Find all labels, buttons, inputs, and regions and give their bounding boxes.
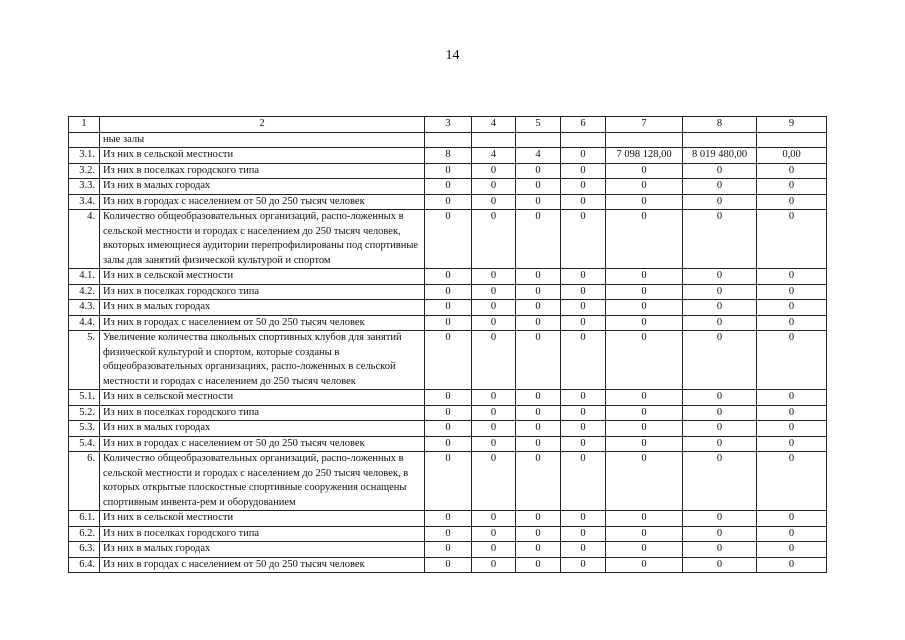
value-cell: 0 [757, 284, 827, 300]
value-cell: 0 [561, 526, 606, 542]
value-cell: 0 [561, 163, 606, 179]
value-cell: 0 [425, 436, 472, 452]
value-cell: 8 019 480,00 [683, 148, 757, 164]
value-cell: 0 [472, 511, 516, 527]
value-cell: 0 [683, 557, 757, 573]
table-row [69, 132, 827, 148]
value-cell: 0 [425, 315, 472, 331]
table-row [69, 511, 827, 527]
value-cell: 0 [683, 269, 757, 285]
value-cell: 0 [683, 179, 757, 195]
value-cell: 0 [425, 163, 472, 179]
value-cell: 0 [606, 315, 683, 331]
value-cell: 0 [757, 542, 827, 558]
row-number: 4.3. [69, 300, 100, 316]
row-number: 6.2. [69, 526, 100, 542]
value-cell: 0 [606, 269, 683, 285]
row-label: Из них в малых городах [100, 179, 425, 195]
row-label: Из них в поселках городского типа [100, 526, 425, 542]
value-cell [683, 132, 757, 148]
value-cell: 0 [472, 526, 516, 542]
value-cell: 0 [516, 526, 561, 542]
value-cell: 0 [683, 436, 757, 452]
value-cell: 0 [561, 210, 606, 269]
row-number: 6.4. [69, 557, 100, 573]
value-cell: 0 [561, 436, 606, 452]
value-cell: 0 [606, 300, 683, 316]
value-cell: 0 [425, 210, 472, 269]
row-number: 3.1. [69, 148, 100, 164]
value-cell: 0 [757, 511, 827, 527]
value-cell: 0 [683, 194, 757, 210]
row-label: Из них в поселках городского типа [100, 163, 425, 179]
column-header: 7 [606, 117, 683, 133]
value-cell: 0 [606, 452, 683, 511]
value-cell: 0 [516, 331, 561, 390]
value-cell: 0 [516, 421, 561, 437]
value-cell: 0 [683, 452, 757, 511]
value-cell: 0 [683, 331, 757, 390]
value-cell: 0 [683, 390, 757, 406]
value-cell: 0 [757, 526, 827, 542]
value-cell: 0 [757, 436, 827, 452]
value-cell: 0 [561, 511, 606, 527]
value-cell: 0 [472, 179, 516, 195]
row-number: 5.1. [69, 390, 100, 406]
value-cell: 0 [472, 390, 516, 406]
value-cell: 0 [606, 511, 683, 527]
row-number: 3.2. [69, 163, 100, 179]
row-label: Из них в поселках городского типа [100, 405, 425, 421]
table-row [69, 436, 827, 452]
table-row [69, 390, 827, 406]
table-row [69, 148, 827, 164]
table-row [69, 452, 827, 511]
value-cell: 0 [516, 210, 561, 269]
value-cell: 0 [683, 163, 757, 179]
row-label: Из них в сельской местности [100, 148, 425, 164]
value-cell [516, 132, 561, 148]
value-cell: 0 [561, 315, 606, 331]
column-header: 9 [757, 117, 827, 133]
value-cell: 0 [516, 452, 561, 511]
value-cell: 8 [425, 148, 472, 164]
value-cell: 0 [561, 452, 606, 511]
column-header: 4 [472, 117, 516, 133]
row-label: Из них в поселках городского типа [100, 284, 425, 300]
value-cell: 0 [606, 284, 683, 300]
value-cell: 0 [606, 436, 683, 452]
table-row [69, 163, 827, 179]
value-cell: 0 [757, 452, 827, 511]
value-cell: 0 [425, 194, 472, 210]
table-row [69, 315, 827, 331]
value-cell: 4 [516, 148, 561, 164]
row-number: 6.3. [69, 542, 100, 558]
value-cell: 0 [683, 421, 757, 437]
table-body [69, 117, 827, 573]
value-cell: 0 [757, 194, 827, 210]
table-row [69, 557, 827, 573]
table-row [69, 179, 827, 195]
value-cell: 0 [683, 284, 757, 300]
value-cell: 0 [757, 163, 827, 179]
row-number: 3.3. [69, 179, 100, 195]
row-number: 6.1. [69, 511, 100, 527]
value-cell: 0 [516, 436, 561, 452]
value-cell: 0 [516, 269, 561, 285]
value-cell [757, 132, 827, 148]
value-cell: 0 [472, 542, 516, 558]
value-cell: 0 [757, 300, 827, 316]
row-number: 4.1. [69, 269, 100, 285]
value-cell: 0 [561, 405, 606, 421]
row-label: Из них в городах с населением от 50 до 250 тысяч человек [100, 315, 425, 331]
value-cell: 0 [683, 511, 757, 527]
row-label: Из них в сельской местности [100, 390, 425, 406]
value-cell: 0 [606, 405, 683, 421]
value-cell: 0 [606, 542, 683, 558]
table-row [69, 210, 827, 269]
value-cell: 0 [425, 405, 472, 421]
value-cell: 7 098 128,00 [606, 148, 683, 164]
row-number: 6. [69, 452, 100, 511]
value-cell: 0 [683, 315, 757, 331]
value-cell: 0 [683, 526, 757, 542]
value-cell: 0 [472, 284, 516, 300]
row-label: Количество общеобразовательных организаций, распо-ложенных в сельской местности и городах с населением до 250 тысяч человек, вкоторых имеющиеся аудитории перепрофилированы под спортивные залы для занятий физической культурой и спортом [100, 210, 425, 269]
value-cell: 0 [757, 405, 827, 421]
value-cell: 0,00 [757, 148, 827, 164]
row-number: 5. [69, 331, 100, 390]
data-table [68, 116, 827, 573]
value-cell: 0 [606, 194, 683, 210]
column-header: 5 [516, 117, 561, 133]
value-cell: 0 [606, 421, 683, 437]
table-row [69, 284, 827, 300]
value-cell: 0 [425, 284, 472, 300]
value-cell: 0 [425, 331, 472, 390]
table-row [69, 542, 827, 558]
row-label: Из них в сельской местности [100, 511, 425, 527]
value-cell [606, 132, 683, 148]
row-label: ные залы [100, 132, 425, 148]
value-cell: 0 [516, 542, 561, 558]
value-cell: 0 [561, 390, 606, 406]
value-cell: 0 [561, 421, 606, 437]
row-number: 4.2. [69, 284, 100, 300]
value-cell: 0 [606, 557, 683, 573]
value-cell: 0 [606, 331, 683, 390]
value-cell: 0 [757, 269, 827, 285]
table-row [69, 405, 827, 421]
value-cell: 0 [516, 179, 561, 195]
value-cell: 0 [516, 557, 561, 573]
value-cell: 0 [561, 331, 606, 390]
value-cell: 0 [425, 511, 472, 527]
value-cell [472, 132, 516, 148]
value-cell: 0 [472, 557, 516, 573]
value-cell: 0 [516, 390, 561, 406]
column-header: 6 [561, 117, 606, 133]
value-cell: 0 [757, 390, 827, 406]
value-cell: 0 [425, 557, 472, 573]
value-cell: 0 [425, 300, 472, 316]
value-cell: 0 [425, 452, 472, 511]
value-cell: 0 [472, 194, 516, 210]
value-cell: 0 [606, 210, 683, 269]
value-cell: 0 [683, 542, 757, 558]
row-label: Из них в городах с населением от 50 до 250 тысяч человек [100, 194, 425, 210]
row-label: Из них в малых городах [100, 542, 425, 558]
value-cell: 0 [561, 269, 606, 285]
table-row [69, 300, 827, 316]
value-cell: 0 [425, 542, 472, 558]
value-cell: 0 [425, 269, 472, 285]
table-row [69, 421, 827, 437]
row-number: 5.2. [69, 405, 100, 421]
value-cell: 0 [757, 331, 827, 390]
value-cell: 0 [425, 526, 472, 542]
value-cell: 0 [606, 163, 683, 179]
value-cell: 0 [472, 421, 516, 437]
row-label: Из них в сельской местности [100, 269, 425, 285]
value-cell: 0 [425, 390, 472, 406]
column-header: 3 [425, 117, 472, 133]
table-header-row [69, 117, 827, 133]
row-number: 4. [69, 210, 100, 269]
value-cell: 0 [472, 210, 516, 269]
row-number: 5.4. [69, 436, 100, 452]
value-cell: 0 [606, 179, 683, 195]
value-cell: 0 [472, 452, 516, 511]
column-header: 8 [683, 117, 757, 133]
value-cell: 0 [425, 421, 472, 437]
table-row [69, 331, 827, 390]
value-cell: 0 [472, 405, 516, 421]
row-number: 5.3. [69, 421, 100, 437]
value-cell: 0 [757, 210, 827, 269]
value-cell: 0 [757, 421, 827, 437]
value-cell: 0 [472, 300, 516, 316]
value-cell: 0 [516, 300, 561, 316]
row-label: Из них в малых городах [100, 300, 425, 316]
page-number: 14 [445, 48, 460, 63]
value-cell: 0 [472, 436, 516, 452]
value-cell: 0 [757, 557, 827, 573]
value-cell [425, 132, 472, 148]
value-cell: 0 [561, 194, 606, 210]
value-cell: 0 [425, 179, 472, 195]
value-cell: 0 [606, 390, 683, 406]
value-cell: 0 [516, 405, 561, 421]
table-row [69, 194, 827, 210]
value-cell: 0 [472, 331, 516, 390]
row-label: Количество общеобразовательных организаций, распо-ложенных в сельской местности и городах с населением до 250 тысяч человек, в которых открытые плоскостные спортивные сооружения оснащены спортивным инвента-рем и оборудованием [100, 452, 425, 511]
value-cell: 4 [472, 148, 516, 164]
row-number: 4.4. [69, 315, 100, 331]
value-cell: 0 [606, 526, 683, 542]
value-cell: 0 [683, 210, 757, 269]
row-label: Из них в городах с населением от 50 до 250 тысяч человек [100, 557, 425, 573]
value-cell: 0 [561, 179, 606, 195]
value-cell: 0 [516, 315, 561, 331]
row-number [69, 132, 100, 148]
value-cell: 0 [472, 315, 516, 331]
value-cell: 0 [561, 300, 606, 316]
column-header: 2 [100, 117, 425, 133]
value-cell: 0 [561, 148, 606, 164]
table-row [69, 526, 827, 542]
column-header: 1 [69, 117, 100, 133]
value-cell: 0 [516, 284, 561, 300]
value-cell: 0 [561, 284, 606, 300]
value-cell: 0 [472, 269, 516, 285]
value-cell: 0 [561, 542, 606, 558]
value-cell: 0 [516, 163, 561, 179]
value-cell: 0 [757, 315, 827, 331]
value-cell: 0 [561, 557, 606, 573]
table-row [69, 269, 827, 285]
row-label: Из них в городах с населением от 50 до 250 тысяч человек [100, 436, 425, 452]
row-label: Увеличение количества школьных спортивных клубов для занятий физической культурой и спортом, которые созданы в общеобразовательных организациях, распо-ложенных в сельской местности и городах с населением до 250 тысяч человек [100, 331, 425, 390]
row-number: 3.4. [69, 194, 100, 210]
value-cell: 0 [757, 179, 827, 195]
value-cell: 0 [516, 194, 561, 210]
value-cell: 0 [683, 300, 757, 316]
value-cell: 0 [516, 511, 561, 527]
value-cell: 0 [683, 405, 757, 421]
value-cell: 0 [472, 163, 516, 179]
row-label: Из них в малых городах [100, 421, 425, 437]
value-cell [561, 132, 606, 148]
